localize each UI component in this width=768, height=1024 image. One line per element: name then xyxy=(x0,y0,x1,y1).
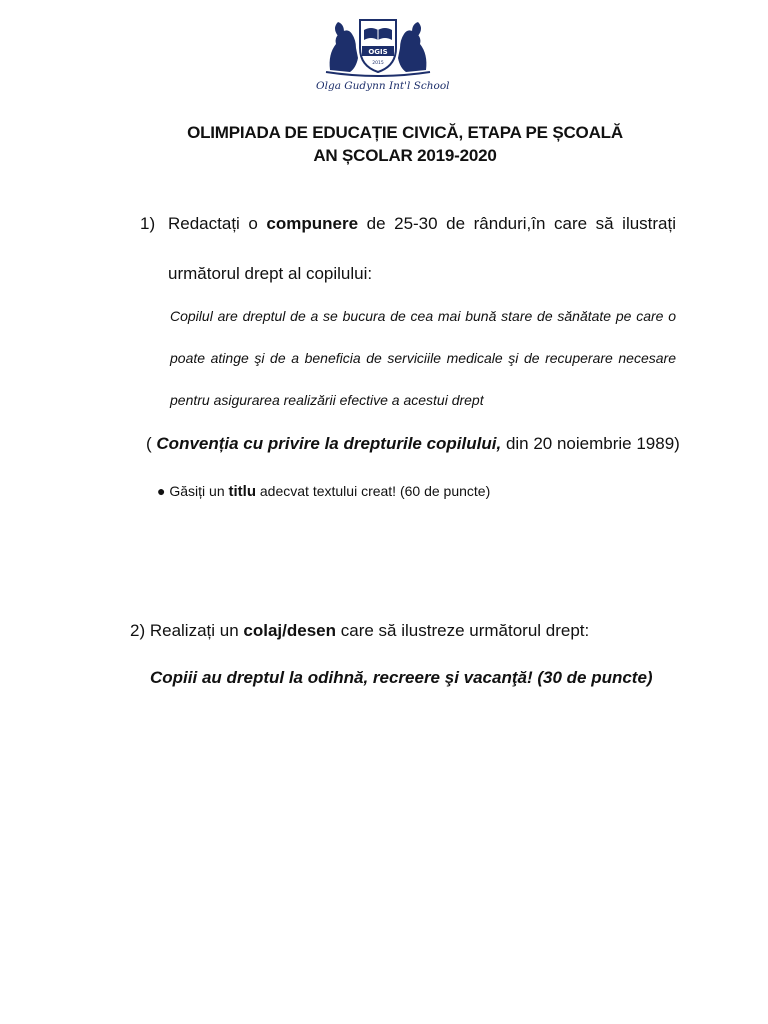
question-1-number: 1) xyxy=(140,214,156,233)
question-2-statement: Copiii au dreptul la odihnă, recreere şi vacanţă! (30 de puncte) xyxy=(150,668,653,687)
question-2-line xyxy=(130,621,589,641)
logo-caption: Olga Gudynn Int'l School xyxy=(316,80,450,92)
question-1-task xyxy=(157,483,490,500)
bullet-icon: ● xyxy=(157,483,166,499)
q1-text-b: de 25-30 de rânduri,în care să ilustrați xyxy=(366,214,677,233)
q2-keyword-colaj: colaj/desen xyxy=(243,621,337,640)
q2-text-a: 2) Realizați un xyxy=(130,621,239,640)
logo-badge-year: 2015 xyxy=(372,61,384,66)
q1-text-a: Redactați o xyxy=(168,214,258,233)
q1-keyword-compunere: compunere xyxy=(266,214,359,233)
school-logo xyxy=(316,14,450,98)
right-quote-line-3: pentru asigurarea realizării efective a acestui drept xyxy=(170,392,484,408)
right-quote-line-1: Copilul are dreptul de a se bucura de cea mai bună stare de sănătate pe care o xyxy=(170,308,676,324)
logo-badge-text: OGIS xyxy=(368,48,388,56)
task-text-b: adecvat textului creat! (60 de puncte) xyxy=(259,483,491,499)
right-quote-line-2: poate atinge şi de a beneficia de serviciile medicale şi de recuperare necesare xyxy=(170,350,676,366)
page-subtitle: AN ȘCOLAR 2019-2020 xyxy=(313,146,497,165)
question-1-line-2: următorul drept al copilului: xyxy=(168,264,373,283)
task-text-a: Găsiți un xyxy=(169,483,225,499)
task-keyword-titlu: titlu xyxy=(228,483,256,500)
crest-icon xyxy=(316,14,440,78)
source-open-paren: ( xyxy=(146,434,152,453)
question-1-line-1 xyxy=(168,214,676,234)
quote-source xyxy=(146,434,680,454)
q2-text-b: care să ilustreze următorul drept: xyxy=(340,621,590,640)
source-convention: Convenția cu privire la drepturile copilului, xyxy=(156,434,502,453)
source-date: din 20 noiembrie 1989) xyxy=(505,434,680,453)
page-title: OLIMPIADA DE EDUCAȚIE CIVICĂ, ETAPA PE ȘCOALĂ xyxy=(187,123,623,142)
